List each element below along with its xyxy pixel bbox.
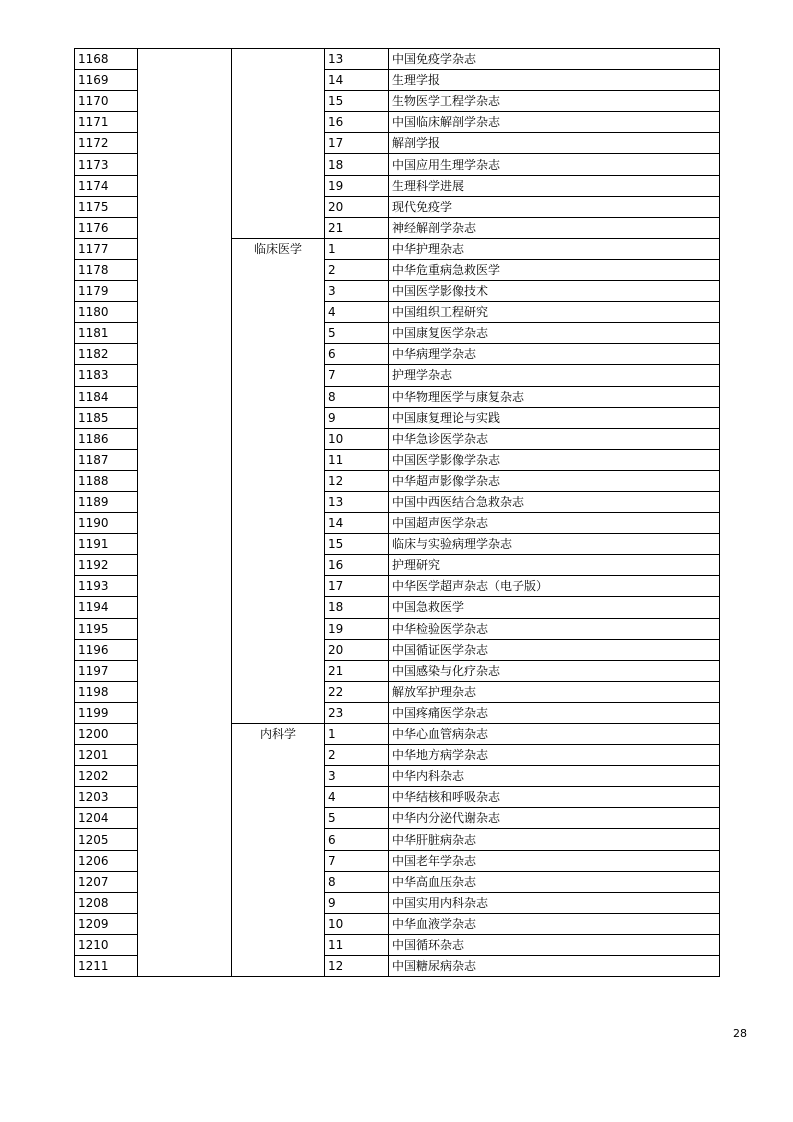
blank-cell	[138, 470, 232, 491]
table-row	[75, 407, 720, 428]
table-row	[75, 808, 720, 829]
category-cell	[232, 618, 325, 639]
blank-cell	[138, 428, 232, 449]
blank-cell	[138, 91, 232, 112]
journal-name: 中国急救医学	[389, 597, 720, 618]
category-cell	[232, 428, 325, 449]
row-id: 1183	[75, 365, 138, 386]
category-cell	[232, 91, 325, 112]
blank-cell	[138, 913, 232, 934]
sequence-number: 9	[325, 407, 389, 428]
category-cell	[232, 787, 325, 808]
table-row	[75, 892, 720, 913]
row-id: 1210	[75, 934, 138, 955]
row-id: 1176	[75, 217, 138, 238]
category-cell	[232, 407, 325, 428]
category-cell	[232, 491, 325, 512]
journal-name: 中华高血压杂志	[389, 871, 720, 892]
journal-name: 中国疼痛医学杂志	[389, 702, 720, 723]
row-id: 1204	[75, 808, 138, 829]
row-id: 1186	[75, 428, 138, 449]
journal-name: 中国应用生理学杂志	[389, 154, 720, 175]
row-id: 1198	[75, 681, 138, 702]
journal-table	[74, 48, 720, 977]
row-id: 1202	[75, 766, 138, 787]
table-row	[75, 956, 720, 977]
journal-name: 中华肝脏病杂志	[389, 829, 720, 850]
category-cell	[232, 892, 325, 913]
category-cell	[232, 323, 325, 344]
blank-cell	[138, 196, 232, 217]
journal-name: 中华检验医学杂志	[389, 618, 720, 639]
table-row	[75, 154, 720, 175]
sequence-number: 10	[325, 913, 389, 934]
journal-name: 中华危重病急救医学	[389, 259, 720, 280]
category-cell	[232, 259, 325, 280]
category-cell	[232, 196, 325, 217]
category-cell	[232, 365, 325, 386]
journal-name: 中国医学影像学杂志	[389, 449, 720, 470]
category-cell	[232, 217, 325, 238]
blank-cell	[138, 513, 232, 534]
sequence-number: 17	[325, 576, 389, 597]
sequence-number: 5	[325, 808, 389, 829]
journal-name: 中华血液学杂志	[389, 913, 720, 934]
sequence-number: 21	[325, 217, 389, 238]
table-row	[75, 639, 720, 660]
row-id: 1175	[75, 196, 138, 217]
table-row	[75, 302, 720, 323]
blank-cell	[138, 934, 232, 955]
row-id: 1189	[75, 491, 138, 512]
sequence-number: 9	[325, 892, 389, 913]
blank-cell	[138, 681, 232, 702]
journal-table-body	[75, 49, 720, 977]
category-cell	[232, 660, 325, 681]
journal-name: 中华物理医学与康复杂志	[389, 386, 720, 407]
row-id: 1194	[75, 597, 138, 618]
category-cell	[232, 302, 325, 323]
journal-name: 神经解剖学杂志	[389, 217, 720, 238]
row-id: 1180	[75, 302, 138, 323]
sequence-number: 18	[325, 154, 389, 175]
journal-name: 中华护理杂志	[389, 238, 720, 259]
journal-name: 生理学报	[389, 70, 720, 91]
sequence-number: 14	[325, 513, 389, 534]
journal-name: 中华结核和呼吸杂志	[389, 787, 720, 808]
blank-cell	[138, 829, 232, 850]
sequence-number: 6	[325, 829, 389, 850]
sequence-number: 18	[325, 597, 389, 618]
journal-name: 中国组织工程研究	[389, 302, 720, 323]
blank-cell	[138, 112, 232, 133]
table-row	[75, 386, 720, 407]
sequence-number: 12	[325, 956, 389, 977]
row-id: 1209	[75, 913, 138, 934]
blank-cell	[138, 259, 232, 280]
category-cell	[232, 639, 325, 660]
blank-cell	[138, 70, 232, 91]
table-row	[75, 49, 720, 70]
blank-cell	[138, 154, 232, 175]
journal-name: 解剖学报	[389, 133, 720, 154]
table-row	[75, 491, 720, 512]
sequence-number: 7	[325, 365, 389, 386]
category-cell	[232, 766, 325, 787]
sequence-number: 12	[325, 470, 389, 491]
table-row	[75, 660, 720, 681]
journal-name: 中国老年学杂志	[389, 850, 720, 871]
row-id: 1170	[75, 91, 138, 112]
blank-cell	[138, 133, 232, 154]
blank-cell	[138, 787, 232, 808]
journal-name: 中国康复医学杂志	[389, 323, 720, 344]
table-row	[75, 871, 720, 892]
row-id: 1203	[75, 787, 138, 808]
table-row	[75, 365, 720, 386]
sequence-number: 2	[325, 745, 389, 766]
journal-name: 中国医学影像技术	[389, 281, 720, 302]
table-row	[75, 175, 720, 196]
blank-cell	[138, 892, 232, 913]
row-id: 1206	[75, 850, 138, 871]
row-id: 1205	[75, 829, 138, 850]
category-cell	[232, 681, 325, 702]
journal-name: 中华心血管病杂志	[389, 724, 720, 745]
table-row	[75, 555, 720, 576]
journal-name: 中华医学超声杂志（电子版）	[389, 576, 720, 597]
row-id: 1190	[75, 513, 138, 534]
journal-name: 中国循证医学杂志	[389, 639, 720, 660]
row-id: 1177	[75, 238, 138, 259]
table-row	[75, 449, 720, 470]
journal-name: 中华超声影像学杂志	[389, 470, 720, 491]
row-id: 1187	[75, 449, 138, 470]
table-row	[75, 724, 720, 745]
category-cell	[232, 934, 325, 955]
journal-name: 生理科学进展	[389, 175, 720, 196]
sequence-number: 4	[325, 302, 389, 323]
blank-cell	[138, 956, 232, 977]
sequence-number: 19	[325, 618, 389, 639]
row-id: 1211	[75, 956, 138, 977]
journal-name: 中国循环杂志	[389, 934, 720, 955]
journal-name: 中国免疫学杂志	[389, 49, 720, 70]
blank-cell	[138, 281, 232, 302]
table-row	[75, 323, 720, 344]
category-cell	[232, 133, 325, 154]
blank-cell	[138, 871, 232, 892]
journal-name: 中国康复理论与实践	[389, 407, 720, 428]
category-cell	[232, 829, 325, 850]
category-cell	[232, 281, 325, 302]
category-cell	[232, 513, 325, 534]
journal-name: 护理研究	[389, 555, 720, 576]
category-cell	[232, 386, 325, 407]
sequence-number: 8	[325, 871, 389, 892]
sequence-number: 10	[325, 428, 389, 449]
sequence-number: 3	[325, 766, 389, 787]
row-id: 1179	[75, 281, 138, 302]
category-cell	[232, 597, 325, 618]
sequence-number: 11	[325, 449, 389, 470]
row-id: 1195	[75, 618, 138, 639]
blank-cell	[138, 808, 232, 829]
sequence-number: 5	[325, 323, 389, 344]
sequence-number: 4	[325, 787, 389, 808]
sequence-number: 22	[325, 681, 389, 702]
journal-name: 中华内分泌代谢杂志	[389, 808, 720, 829]
row-id: 1193	[75, 576, 138, 597]
blank-cell	[138, 365, 232, 386]
blank-cell	[138, 175, 232, 196]
category-cell	[232, 913, 325, 934]
blank-cell	[138, 407, 232, 428]
blank-cell	[138, 639, 232, 660]
table-row	[75, 766, 720, 787]
blank-cell	[138, 534, 232, 555]
sequence-number: 15	[325, 534, 389, 555]
blank-cell	[138, 344, 232, 365]
category-cell	[232, 344, 325, 365]
category-cell	[232, 154, 325, 175]
row-id: 1191	[75, 534, 138, 555]
row-id: 1196	[75, 639, 138, 660]
sequence-number: 6	[325, 344, 389, 365]
sequence-number: 13	[325, 491, 389, 512]
row-id: 1168	[75, 49, 138, 70]
table-row	[75, 934, 720, 955]
journal-name: 解放军护理杂志	[389, 681, 720, 702]
row-id: 1185	[75, 407, 138, 428]
blank-cell	[138, 597, 232, 618]
sequence-number: 17	[325, 133, 389, 154]
journal-name: 临床与实验病理学杂志	[389, 534, 720, 555]
row-id: 1178	[75, 259, 138, 280]
sequence-number: 3	[325, 281, 389, 302]
category-cell	[232, 175, 325, 196]
category-cell: 临床医学	[232, 238, 325, 259]
row-id: 1208	[75, 892, 138, 913]
row-id: 1188	[75, 470, 138, 491]
row-id: 1169	[75, 70, 138, 91]
blank-cell	[138, 766, 232, 787]
journal-name: 现代免疫学	[389, 196, 720, 217]
table-row	[75, 702, 720, 723]
blank-cell	[138, 618, 232, 639]
table-row	[75, 133, 720, 154]
sequence-number: 16	[325, 555, 389, 576]
row-id: 1182	[75, 344, 138, 365]
table-row	[75, 576, 720, 597]
page-number: 28	[733, 1027, 747, 1040]
table-row	[75, 70, 720, 91]
category-cell	[232, 534, 325, 555]
blank-cell	[138, 323, 232, 344]
category-cell	[232, 70, 325, 91]
sequence-number: 15	[325, 91, 389, 112]
sequence-number: 20	[325, 639, 389, 660]
table-row	[75, 259, 720, 280]
category-cell	[232, 808, 325, 829]
row-id: 1201	[75, 745, 138, 766]
table-row	[75, 196, 720, 217]
category-cell	[232, 956, 325, 977]
journal-name: 护理学杂志	[389, 365, 720, 386]
blank-cell	[138, 555, 232, 576]
journal-name: 生物医学工程学杂志	[389, 91, 720, 112]
table-row	[75, 281, 720, 302]
journal-name: 中国实用内科杂志	[389, 892, 720, 913]
journal-name: 中华地方病学杂志	[389, 745, 720, 766]
blank-cell	[138, 576, 232, 597]
row-id: 1173	[75, 154, 138, 175]
journal-name: 中国临床解剖学杂志	[389, 112, 720, 133]
category-cell	[232, 702, 325, 723]
journal-name: 中国糖尿病杂志	[389, 956, 720, 977]
row-id: 1197	[75, 660, 138, 681]
sequence-number: 7	[325, 850, 389, 871]
table-row	[75, 913, 720, 934]
blank-cell	[138, 745, 232, 766]
category-cell	[232, 449, 325, 470]
sequence-number: 2	[325, 259, 389, 280]
category-cell	[232, 576, 325, 597]
table-row	[75, 91, 720, 112]
sequence-number: 23	[325, 702, 389, 723]
table-row	[75, 428, 720, 449]
journal-name: 中华急诊医学杂志	[389, 428, 720, 449]
table-row	[75, 787, 720, 808]
row-id: 1199	[75, 702, 138, 723]
blank-cell	[138, 702, 232, 723]
row-id: 1200	[75, 724, 138, 745]
blank-cell	[138, 449, 232, 470]
table-row	[75, 470, 720, 491]
blank-cell	[138, 302, 232, 323]
table-row	[75, 829, 720, 850]
sequence-number: 19	[325, 175, 389, 196]
sequence-number: 8	[325, 386, 389, 407]
row-id: 1181	[75, 323, 138, 344]
sequence-number: 20	[325, 196, 389, 217]
table-row	[75, 534, 720, 555]
category-cell	[232, 49, 325, 70]
sequence-number: 13	[325, 49, 389, 70]
blank-cell	[138, 660, 232, 681]
category-cell	[232, 850, 325, 871]
table-row	[75, 850, 720, 871]
blank-cell	[138, 386, 232, 407]
blank-cell	[138, 238, 232, 259]
row-id: 1171	[75, 112, 138, 133]
table-row	[75, 745, 720, 766]
category-cell: 内科学	[232, 724, 325, 745]
sequence-number: 14	[325, 70, 389, 91]
row-id: 1172	[75, 133, 138, 154]
journal-name: 中国感染与化疗杂志	[389, 660, 720, 681]
sequence-number: 1	[325, 238, 389, 259]
sequence-number: 11	[325, 934, 389, 955]
blank-cell	[138, 217, 232, 238]
sequence-number: 21	[325, 660, 389, 681]
sequence-number: 1	[325, 724, 389, 745]
table-row	[75, 112, 720, 133]
category-cell	[232, 555, 325, 576]
journal-name: 中华病理学杂志	[389, 344, 720, 365]
blank-cell	[138, 491, 232, 512]
table-row	[75, 344, 720, 365]
blank-cell	[138, 49, 232, 70]
sequence-number: 16	[325, 112, 389, 133]
blank-cell	[138, 724, 232, 745]
category-cell	[232, 745, 325, 766]
journal-name: 中国超声医学杂志	[389, 513, 720, 534]
table-row	[75, 618, 720, 639]
row-id: 1192	[75, 555, 138, 576]
table-row	[75, 597, 720, 618]
row-id: 1184	[75, 386, 138, 407]
row-id: 1174	[75, 175, 138, 196]
journal-name: 中国中西医结合急救杂志	[389, 491, 720, 512]
category-cell	[232, 112, 325, 133]
table-row	[75, 513, 720, 534]
table-row	[75, 238, 720, 259]
table-row	[75, 681, 720, 702]
journal-name: 中华内科杂志	[389, 766, 720, 787]
blank-cell	[138, 850, 232, 871]
row-id: 1207	[75, 871, 138, 892]
table-row	[75, 217, 720, 238]
category-cell	[232, 871, 325, 892]
category-cell	[232, 470, 325, 491]
